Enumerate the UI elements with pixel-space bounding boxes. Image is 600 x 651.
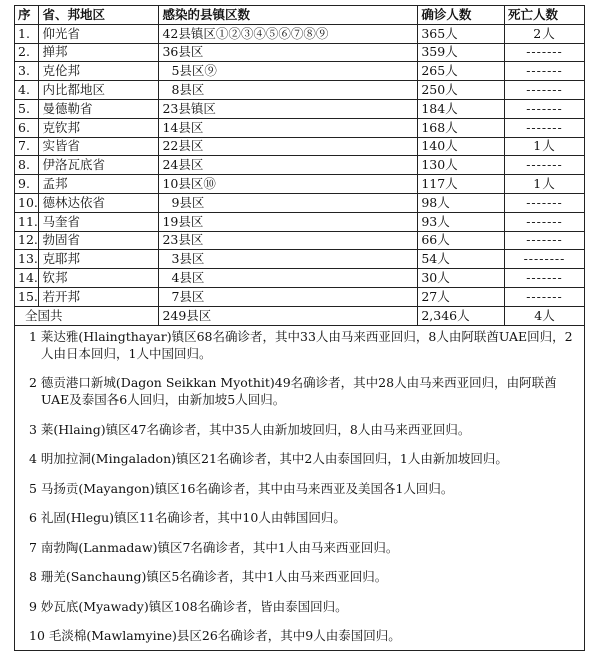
row-deaths: ------- bbox=[504, 156, 584, 175]
row-deaths: ------- bbox=[504, 287, 584, 306]
footnote: 2 德贡港口新城(Dagon Seikkan Myothit)49名确诊者，其中28人由马来西亚回归，由阿联酋UAE及泰国各6人回归，由新加坡5人回归。 bbox=[29, 375, 557, 408]
row-idx: 4. bbox=[15, 81, 39, 100]
table-row bbox=[15, 81, 585, 100]
row-deaths: ------- bbox=[504, 62, 584, 81]
table-row bbox=[15, 250, 585, 269]
row-townships: 22县区 bbox=[159, 137, 418, 156]
row-idx: 6. bbox=[15, 118, 39, 137]
row-confirmed: 30人 bbox=[418, 269, 505, 288]
row-deaths: 1人 bbox=[504, 175, 584, 194]
row-deaths: ------- bbox=[504, 43, 584, 62]
table-row bbox=[15, 231, 585, 250]
row-townships: 23县区 bbox=[159, 231, 418, 250]
row-region: 德林达依省 bbox=[39, 193, 159, 212]
row-region: 马奎省 bbox=[39, 212, 159, 231]
row-townships: 36县区 bbox=[159, 43, 418, 62]
row-confirmed: 265人 bbox=[418, 62, 505, 81]
row-townships: 42县镇区①②③④⑤⑥⑦⑧⑨ bbox=[159, 24, 418, 43]
row-deaths: ------- bbox=[504, 99, 584, 118]
row-idx: 10. bbox=[15, 193, 39, 212]
row-idx: 13. bbox=[15, 250, 39, 269]
row-idx: 8. bbox=[15, 156, 39, 175]
row-townships: 3县区 bbox=[159, 250, 418, 269]
table-row bbox=[15, 43, 585, 62]
row-idx: 12. bbox=[15, 231, 39, 250]
row-region: 实皆省 bbox=[39, 137, 159, 156]
row-deaths: 2人 bbox=[504, 24, 584, 43]
covid-stats-sheet bbox=[14, 5, 585, 651]
row-region: 若开邦 bbox=[39, 287, 159, 306]
row-confirmed: 250人 bbox=[418, 81, 505, 100]
row-confirmed: 117人 bbox=[418, 175, 505, 194]
footnote: 6 礼固(Hlegu)镇区11名确诊者，其中10人由韩国回归。 bbox=[29, 510, 346, 526]
row-townships: 10县区⑩ bbox=[159, 175, 418, 194]
row-townships: 5县区⑨ bbox=[159, 62, 418, 81]
table-row bbox=[15, 193, 585, 212]
row-townships: 7县区 bbox=[159, 287, 418, 306]
row-confirmed: 365人 bbox=[418, 24, 505, 43]
row-region: 曼德勒省 bbox=[39, 99, 159, 118]
row-townships: 23县镇区 bbox=[159, 99, 418, 118]
total-confirmed: 2,346人 bbox=[418, 306, 505, 325]
footnote: 10 毛淡棉(Mawlamyine)县区26名确诊者，其中9人由泰国回归。 bbox=[29, 628, 401, 644]
footnote: 4 明加拉洞(Mingaladon)镇区21名确诊者，其中2人由泰国回归，1人由新加坡回归。 bbox=[29, 451, 508, 467]
footnote: 7 南勃陶(Lanmadaw)镇区7名确诊者，其中1人由马来西亚回归。 bbox=[29, 539, 399, 555]
footnote: 8 珊羌(Sanchaung)镇区5名确诊者，其中1人由马来西亚回归。 bbox=[29, 569, 388, 585]
row-deaths: ------- bbox=[504, 81, 584, 100]
row-townships: 24县区 bbox=[159, 156, 418, 175]
table-row bbox=[15, 118, 585, 137]
row-region: 勃固省 bbox=[39, 231, 159, 250]
row-idx: 7. bbox=[15, 137, 39, 156]
footnote: 3 莱(Hlaing)镇区47名确诊者，其中35人由新加坡回归，8人由马来西亚回归。 bbox=[29, 421, 471, 437]
row-deaths: -------- bbox=[504, 250, 584, 269]
total-townships: 249县区 bbox=[159, 306, 418, 325]
table-row bbox=[15, 175, 585, 194]
row-region: 伊洛瓦底省 bbox=[39, 156, 159, 175]
row-confirmed: 27人 bbox=[418, 287, 505, 306]
row-confirmed: 93人 bbox=[418, 212, 505, 231]
row-idx: 2. bbox=[15, 43, 39, 62]
row-idx: 3. bbox=[15, 62, 39, 81]
row-region: 克钦邦 bbox=[39, 118, 159, 137]
row-idx: 15. bbox=[15, 287, 39, 306]
row-townships: 4县区 bbox=[159, 269, 418, 288]
stats-table bbox=[14, 5, 585, 326]
total-row bbox=[15, 306, 585, 325]
total-deaths: 4人 bbox=[504, 306, 584, 325]
row-region: 克伦邦 bbox=[39, 62, 159, 81]
row-deaths: ------- bbox=[504, 193, 584, 212]
footnotes bbox=[14, 326, 585, 651]
header-idx: 序 bbox=[15, 6, 39, 25]
row-idx: 1. bbox=[15, 24, 39, 43]
header-townships: 感染的县镇区数 bbox=[159, 6, 418, 25]
row-region: 内比都地区 bbox=[39, 81, 159, 100]
row-confirmed: 54人 bbox=[418, 250, 505, 269]
table-row bbox=[15, 156, 585, 175]
row-region: 仰光省 bbox=[39, 24, 159, 43]
row-deaths: ------- bbox=[504, 231, 584, 250]
row-region: 钦邦 bbox=[39, 269, 159, 288]
row-townships: 19县区 bbox=[159, 212, 418, 231]
row-townships: 14县区 bbox=[159, 118, 418, 137]
row-confirmed: 66人 bbox=[418, 231, 505, 250]
total-label: 全国共 bbox=[15, 306, 159, 325]
row-townships: 8县区 bbox=[159, 81, 418, 100]
footnote: 1 莱达雅(Hlaingthayar)镇区68名确诊者，其中33人由马来西亚回归，8人由阿联酋UAE回归，2人由日本回归，1人中国回归。 bbox=[29, 328, 573, 361]
row-confirmed: 140人 bbox=[418, 137, 505, 156]
row-deaths: ------- bbox=[504, 118, 584, 137]
row-townships: 9县区 bbox=[159, 193, 418, 212]
footnote: 5 马扬贡(Mayangon)镇区16名确诊者，其中由马来西亚及美国各1人回归。 bbox=[29, 480, 454, 496]
row-idx: 14. bbox=[15, 269, 39, 288]
table-row bbox=[15, 287, 585, 306]
row-confirmed: 184人 bbox=[418, 99, 505, 118]
row-deaths: ------- bbox=[504, 212, 584, 231]
table-row bbox=[15, 62, 585, 81]
row-deaths: 1人 bbox=[504, 137, 584, 156]
row-region: 掸邦 bbox=[39, 43, 159, 62]
footnote: 9 妙瓦底(Myawady)镇区108名确诊者，皆由泰国回归。 bbox=[29, 598, 348, 614]
table-row bbox=[15, 99, 585, 118]
header-confirmed: 确诊人数 bbox=[418, 6, 505, 25]
row-region: 克耶邦 bbox=[39, 250, 159, 269]
row-idx: 5. bbox=[15, 99, 39, 118]
header-region: 省、邦地区 bbox=[39, 6, 159, 25]
row-region: 孟邦 bbox=[39, 175, 159, 194]
header-row bbox=[15, 6, 585, 25]
table-row bbox=[15, 137, 585, 156]
row-idx: 9. bbox=[15, 175, 39, 194]
row-confirmed: 130人 bbox=[418, 156, 505, 175]
row-confirmed: 98人 bbox=[418, 193, 505, 212]
table-row bbox=[15, 269, 585, 288]
row-confirmed: 359人 bbox=[418, 43, 505, 62]
row-deaths: ------- bbox=[504, 269, 584, 288]
row-confirmed: 168人 bbox=[418, 118, 505, 137]
row-idx: 11. bbox=[15, 212, 39, 231]
header-deaths: 死亡人数 bbox=[504, 6, 584, 25]
table-row bbox=[15, 212, 585, 231]
table-row bbox=[15, 24, 585, 43]
